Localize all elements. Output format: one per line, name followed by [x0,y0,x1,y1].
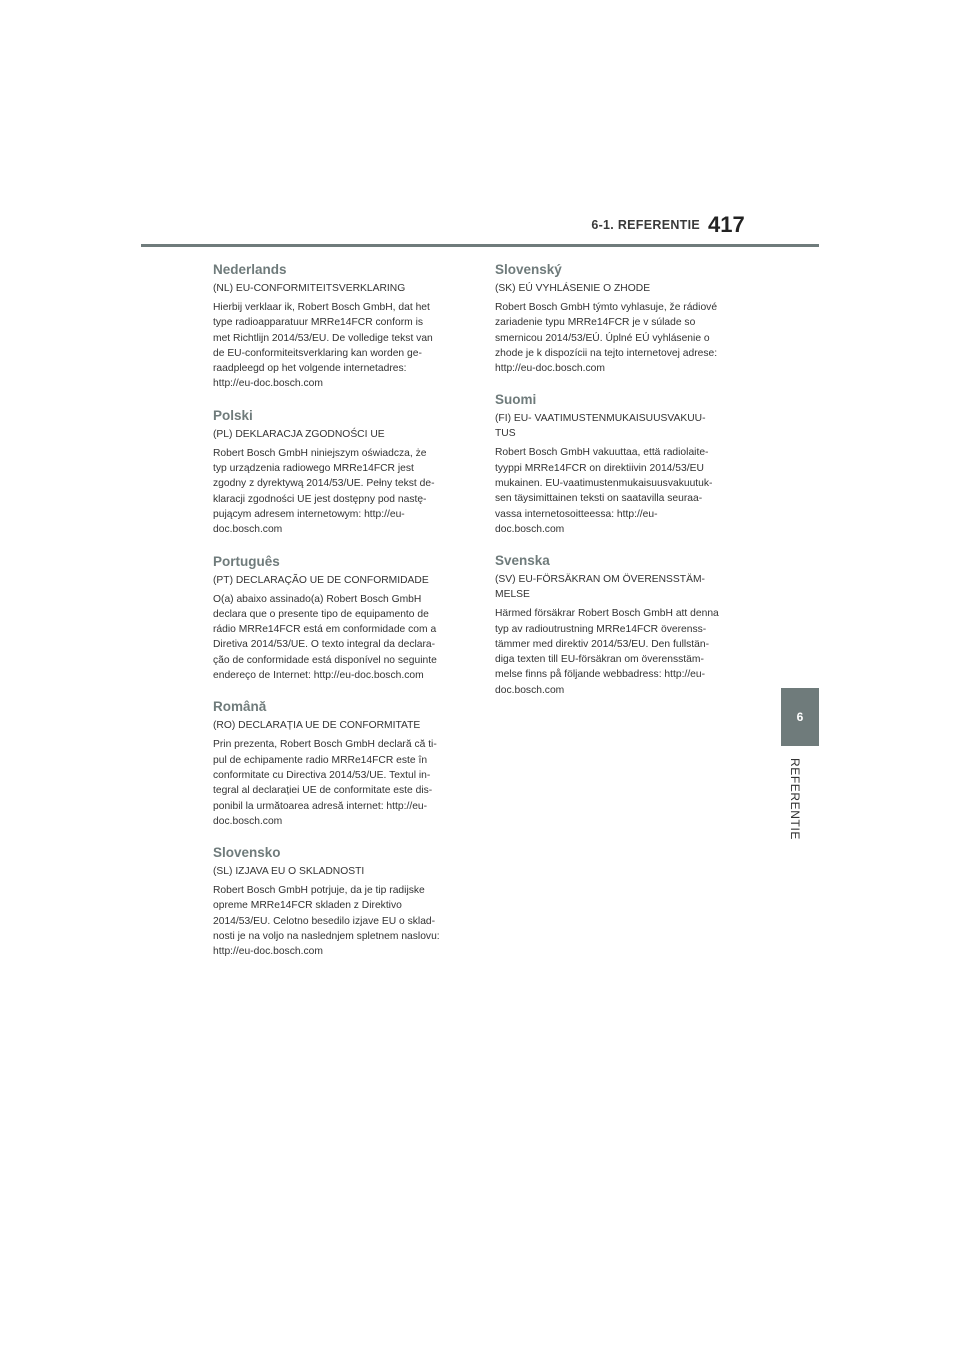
section-body: Robert Bosch GmbH potrjuje, da je tip radijske opreme MRRe14FCR skladen z Direktivo 2014/53/EU. Celotno besedilo izjave EU o sklad- nosti je na voljo na naslednjem spletnem naslovu: http://eu-doc.bosch.com [213,885,440,958]
right-column [495,262,749,714]
section-nederlands [213,262,467,392]
running-header-title: 6-1. REFERENTIE [591,218,700,232]
section-body: Härmed försäkrar Robert Bosch GmbH att denna typ av radioutrustning MRRe14FCR överenss- tämmer med direktiv 2014/53/EU. Den fullstän- diga texten till EU-försäkran om överensstäm- melse finns på följande webbadress: http://eu- doc.bosch.com [495,608,719,696]
section-romana [213,699,467,829]
section-heading: Svenska [495,553,550,569]
section-subheading: (FI) EU- VAATIMUSTENMUKAISUUSVAKUU- TUS [495,413,706,440]
section-heading: Nederlands [213,262,287,277]
section-slovensky [495,262,749,376]
section-slovensko [213,845,467,959]
section-body: Robert Bosch GmbH týmto vyhlasuje, že rádiové zariadenie typu MRRe14FCR je v súlade so smernicou 2014/53/EÚ. Úplné EÚ vyhlásenie o zhode je k dispozícii na tejto internetovej adrese: http://eu-doc.bosch.com [495,302,718,375]
chapter-side-label: REFERENTIE [788,758,802,841]
section-body: Hierbij verklaar ik, Robert Bosch GmbH, dat het type radioapparatuur MRRe14FCR conform is met Richtlijn 2014/53/EU. De volledige tekst van de EU-conformiteitsverklaring kan worden ge- raadpleegd op het volgende internetadres: http://eu-doc.bosch.com [213,302,433,390]
section-suomi [495,392,749,537]
section-subheading: (PT) DECLARAÇÃO UE DE CONFORMIDADE [213,574,429,586]
section-polski [213,408,467,538]
section-body: Robert Bosch GmbH niniejszym oświadcza, że typ urządzenia radiowego MRRe14FCR jest zgodny z dyrektywą 2014/53/UE. Pełny tekst de- klaracji zgodności UE jest dostępny pod nastę- pującym adresem internetowym: http://eu- doc.bosch.com [213,447,435,536]
section-subheading: (RO) DECLARAȚIA UE DE CONFORMITATE [213,720,421,732]
section-subheading: (SV) EU-FÖRSÄKRAN OM ÖVERENSSTÄM- MELSE [495,574,705,601]
section-heading: Português [213,553,280,569]
section-svenska [495,553,749,698]
header-rule [141,244,819,247]
section-heading: Suomi [495,392,537,408]
section-subheading: (SL) IZJAVA EU O SKLADNOSTI [213,866,365,878]
section-portugues [213,554,467,684]
section-subheading: (PL) DEKLARACJA ZGODNOŚCI UE [213,428,385,440]
section-subheading: (SK) EÚ VYHLÁSENIE O ZHODE [495,283,651,294]
section-heading: Polski [213,407,253,423]
section-body: O(a) abaixo assinado(a) Robert Bosch GmbH declara que o presente tipo de equipamento de rádio MRRe14FCR está em conformidade com a Diretiva 2014/53/UE. O texto integral da declara- ção de conformidade está disponível no seguinte endereço de Internet: http://eu-doc.bosch.com [213,593,437,682]
section-subheading: (NL) EU-CONFORMITEITSVERKLARING [213,283,406,294]
page-number: 417 [708,212,745,237]
section-heading: Slovenský [495,262,562,277]
section-heading: Slovensko [213,845,281,861]
section-body: Prin prezenta, Robert Bosch GmbH declară că ti- pul de echipamente radio MRRe14FCR este în conformitate cu Directiva 2014/53/UE. Textul in- tegral al declarației UE de conformitate este dis- ponibil la următoarea adresă internet: http://eu- doc.bosch.com [213,739,437,827]
chapter-tab: 6 [781,688,819,746]
section-heading: Română [213,699,267,715]
section-body: Robert Bosch GmbH vakuuttaa, että radiolaite- tyyppi MRRe14FCR on direktiivin 2014/53/EU mukainen. EU-vaatimustenmukaisuusvakuutuk- sen täysimittainen teksti on saatavilla seuraa- vassa internetosoitteessa: http://eu- doc.bosch.com [495,447,713,535]
left-column [213,262,467,976]
